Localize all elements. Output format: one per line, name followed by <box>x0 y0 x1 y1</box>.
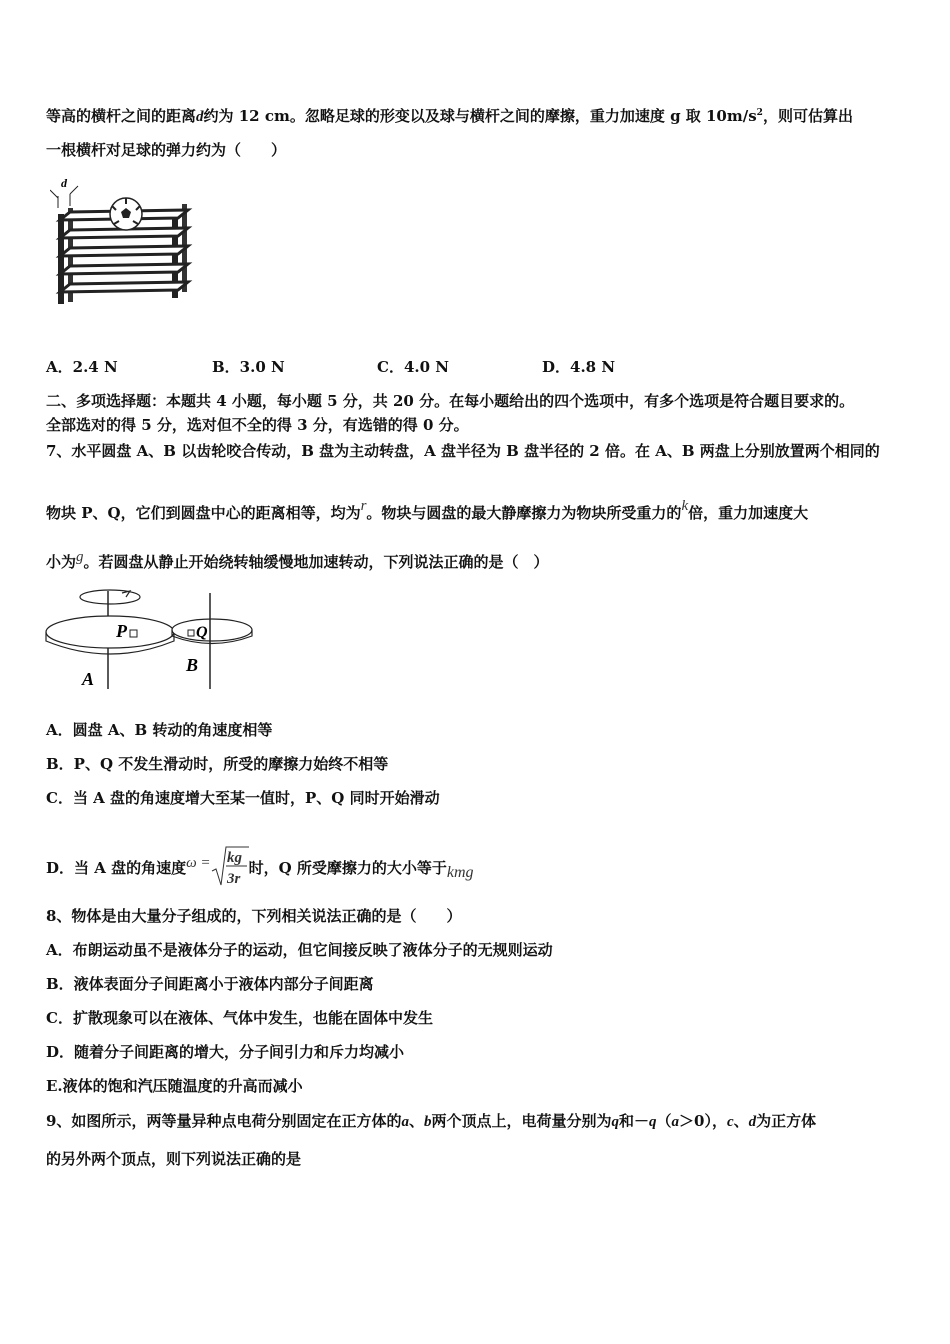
q7-option-d: D．当 A 盘的角速度ω = kg 3r 时，Q 所受摩擦力的大小等于kmg <box>46 847 474 891</box>
q6-option-a: A．2.4 N <box>46 358 118 376</box>
football-icon <box>110 198 142 230</box>
q7-option-c: C．当 A 盘的角速度增大至某一值时，P、Q 同时开始滑动 <box>46 789 440 807</box>
q7-option-a: A．圆盘 A、B 转动的角速度相等 <box>46 721 273 739</box>
q9-stem-line2: 的另外两个顶点，则下列说法正确的是 <box>46 1150 302 1168</box>
label-a: A <box>82 669 95 689</box>
q8-option-e: E.液体的饱和汽压随温度的升高而减小 <box>46 1077 303 1095</box>
q6-stem-line2: 一根横杆对足球的弹力约为（ ） <box>46 141 287 159</box>
q8-option-b: B．液体表面分子间距离小于液体内部分子间距离 <box>46 975 374 993</box>
label-p: P <box>116 621 127 641</box>
q8-option-d: D．随着分子间距离的增大，分子间引力和斥力均减小 <box>46 1043 405 1061</box>
q7-stem-line3: 小为g。若圆盘从静止开始绕转轴缓慢地加速转动，下列说法正确的是（ ） <box>46 549 549 571</box>
q8-stem: 8、物体是由大量分子组成的，下列相关说法正确的是（ ） <box>46 907 462 925</box>
section2-heading: 二、多项选择题：本题共 4 小题，每小题 5 分，共 20 分。在每小题给出的四个选项中，有多个选项是符合题目要求的。 <box>46 392 855 410</box>
fraction-numerator: kg <box>226 850 242 866</box>
section2-heading-line2: 全部选对的得 5 分，选对但不全的得 3 分，有选错的得 0 分。 <box>46 416 469 434</box>
q8-option-c: C．扩散现象可以在液体、气体中发生，也能在固体中发生 <box>46 1009 433 1027</box>
q6-option-b: B．3.0 N <box>212 358 285 376</box>
label-q: Q <box>196 624 208 641</box>
q9-stem-line1: 9、如图所示，两等量异种点电荷分别固定在正方体的a、b两个顶点上，电荷量分别为q和－q（a＞0），c、d为正方体 <box>46 1112 817 1130</box>
gear-disks-figure <box>44 585 264 695</box>
omega-symbol: ω = <box>186 855 211 871</box>
q7-stem-line1: 7、水平圆盘 A、B 以齿轮咬合传动，B 盘为主动转盘，A 盘半径为 B 盘半径的 2 倍。在 A、B 两盘上分别放置两个相同的 <box>46 442 880 460</box>
q7-option-b: B．P、Q 不发生滑动时，所受的摩擦力始终不相等 <box>46 755 389 773</box>
q8-option-a: A．布朗运动虽不是液体分子的运动，但它间接反映了液体分子的无规则运动 <box>46 941 553 959</box>
fraction-denominator: 3r <box>226 871 240 887</box>
q6-stem-line1: 等高的横杆之间的距离d约为 12 cm。忽略足球的形变以及球与横杆之间的摩擦，重力加速度 g 取 $10m/s^2$，则可估算出 <box>46 107 853 125</box>
figure-label-d: d <box>61 176 67 190</box>
q6-option-d: D．4.8 N <box>542 358 616 376</box>
q6-option-c: C．4.0 N <box>377 358 449 376</box>
label-b: B <box>186 655 199 675</box>
ball-rack-figure <box>50 176 200 306</box>
q7-stem-line2: 物块 P、Q，它们到圆盘中心的距离相等，均为r。物块与圆盘的最大静摩擦力为物块所受重力的k倍，重力加速度大 <box>46 498 809 522</box>
sqrt-fraction <box>211 845 249 889</box>
